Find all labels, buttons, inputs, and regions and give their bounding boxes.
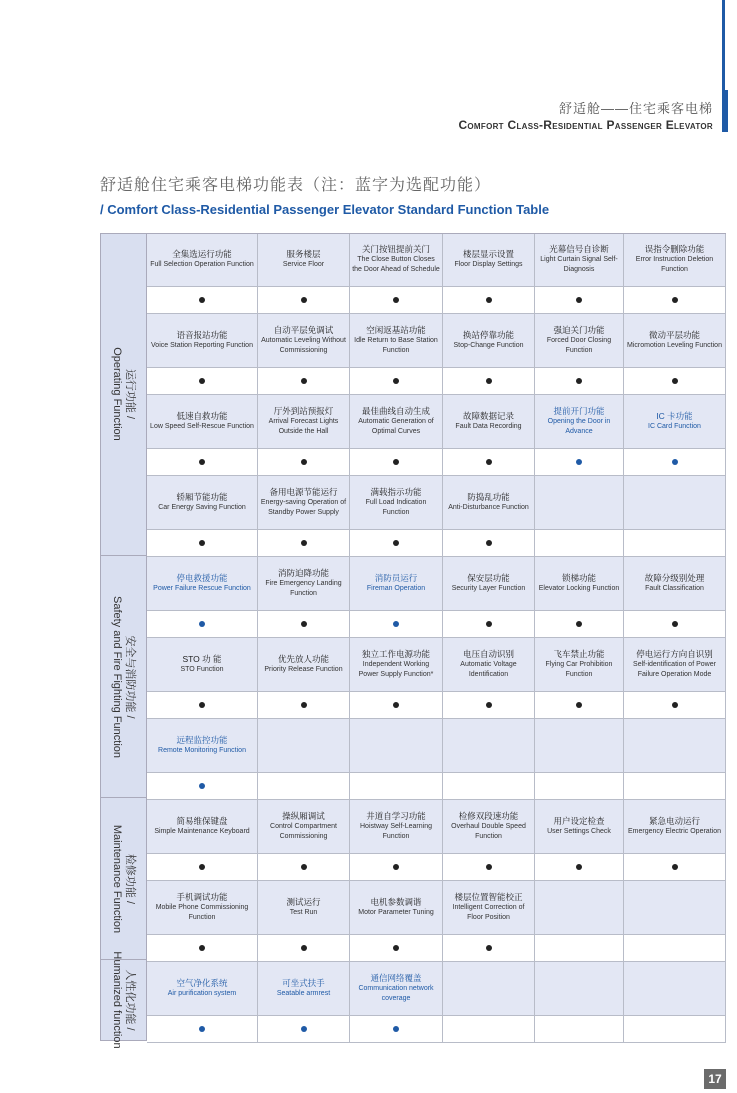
standard-dot-icon — [576, 864, 582, 870]
standard-dot-icon — [393, 702, 399, 708]
function-cell — [443, 233, 535, 287]
category-maintenance — [100, 798, 147, 960]
empty-cell — [443, 1016, 535, 1043]
standard-dot-icon — [199, 297, 205, 303]
standard-dot-icon — [199, 378, 205, 384]
function-name-cn: 测试运行 — [286, 897, 321, 907]
function-name-en: User Settings Check — [547, 828, 611, 835]
standard-dot-icon — [393, 540, 399, 546]
function-name-en: Full Selection Operation Function — [150, 261, 254, 268]
availability-cell — [350, 530, 443, 557]
standard-dot-icon — [199, 540, 205, 546]
function-cell — [258, 233, 350, 287]
function-name-en: Seatable armrest — [276, 990, 331, 997]
function-name-en: Voice Station Reporting Function — [151, 342, 253, 349]
empty-cell — [443, 773, 535, 800]
function-name-cn: 远程监控功能 — [176, 735, 228, 745]
function-cell — [147, 638, 258, 692]
empty-cell — [535, 773, 624, 800]
availability-cell — [443, 935, 535, 962]
function-name-cn: 通信网络覆盖 — [370, 973, 422, 983]
function-name-en: Low Speed Self-Rescue Function — [150, 423, 254, 430]
function-cell — [350, 395, 443, 449]
availability-cell — [350, 611, 443, 638]
function-name-cn: IC 卡功能 — [656, 411, 693, 421]
function-name-cn: 低速自救功能 — [176, 411, 228, 421]
function-name-en: Anti-Disturbance Function — [448, 504, 529, 511]
availability-cell — [147, 773, 258, 800]
function-cell — [624, 800, 726, 854]
function-cell — [350, 962, 443, 1016]
availability-cell — [443, 449, 535, 476]
availability-cell — [624, 368, 726, 395]
availability-cell — [350, 1016, 443, 1043]
function-cell — [147, 395, 258, 449]
function-name-en: Light Curtain Signal Self-Diagnosis — [540, 256, 618, 273]
availability-cell — [624, 692, 726, 719]
availability-cell — [443, 611, 535, 638]
availability-cell — [443, 368, 535, 395]
function-cell — [350, 638, 443, 692]
empty-cell — [624, 935, 726, 962]
availability-cell — [258, 287, 350, 314]
table-title-cn: 舒适舱住宅乘客电梯功能表（注：蓝字为选配功能） — [100, 177, 492, 194]
function-name-en: Self-identification of Power Failure Operation Mode — [633, 661, 716, 678]
function-name-en: Test Run — [289, 909, 318, 916]
function-cell — [350, 314, 443, 368]
function-name-cn: 自动平层免调试 — [273, 325, 334, 335]
function-cell — [443, 800, 535, 854]
function-name-en: Emergency Electric Operation — [628, 828, 721, 835]
category-label-en: Humanized function — [111, 951, 123, 1049]
empty-cell — [535, 1016, 624, 1043]
function-cell — [258, 800, 350, 854]
function-cell — [624, 314, 726, 368]
function-name-en: Security Layer Function — [451, 585, 526, 592]
function-name-cn: 手机调试功能 — [176, 892, 228, 902]
optional-dot-icon — [199, 783, 205, 789]
function-name-cn: 光幕信号自诊断 — [549, 244, 609, 254]
empty-cell — [624, 1016, 726, 1043]
function-name-en: Mobile Phone Commissioning Function — [155, 904, 249, 921]
empty-cell — [535, 962, 624, 1016]
function-name-en: Arrival Forecast Lights Outside the Hall — [268, 418, 339, 435]
function-name-cn: 换站停靠功能 — [462, 330, 514, 340]
function-name-en: Control Compartment Commissioning — [270, 823, 337, 840]
optional-dot-icon — [199, 621, 205, 627]
category-label-en: Operating Function — [111, 347, 123, 441]
function-cell — [258, 557, 350, 611]
function-name-en: Forced Door Closing Function — [546, 337, 612, 354]
category-label-cn: 人性化功能 / — [124, 969, 136, 1031]
availability-cell — [443, 854, 535, 881]
function-cell — [535, 800, 624, 854]
availability-cell — [535, 368, 624, 395]
function-name-cn: 停电救援功能 — [176, 573, 228, 583]
standard-dot-icon — [486, 945, 492, 951]
function-name-en: Overhaul Double Speed Function — [451, 823, 526, 840]
function-cell — [147, 476, 258, 530]
function-name-en: Priority Release Function — [264, 666, 343, 673]
function-name-cn: 空气净化系统 — [176, 978, 228, 988]
category-humanized — [100, 951, 147, 1049]
availability-cell — [350, 368, 443, 395]
function-name-cn: 电机参数调谐 — [370, 897, 422, 907]
function-name-en: Fire Emergency Landing Function — [265, 580, 342, 597]
category-label-cn: 检修功能 / — [124, 853, 136, 904]
function-name-cn: 楼层显示设置 — [462, 249, 514, 259]
function-name-en: Error Instruction Deletion Function — [635, 256, 714, 273]
function-cell — [350, 800, 443, 854]
function-name-cn: 故障分级别处理 — [644, 573, 705, 583]
function-name-cn: 厅外到站预报灯 — [273, 406, 334, 416]
function-cell — [147, 557, 258, 611]
standard-dot-icon — [393, 945, 399, 951]
availability-cell — [624, 287, 726, 314]
standard-dot-icon — [672, 864, 678, 870]
availability-cell — [350, 854, 443, 881]
standard-dot-icon — [393, 864, 399, 870]
function-name-en: Motor Parameter Tuning — [358, 909, 434, 916]
standard-dot-icon — [576, 297, 582, 303]
standard-dot-icon — [199, 459, 205, 465]
empty-cell — [535, 719, 624, 773]
function-cell — [350, 476, 443, 530]
function-table — [100, 233, 726, 1049]
availability-cell — [350, 935, 443, 962]
function-name-en: Idle Return to Base Station Function — [354, 337, 438, 354]
function-name-en: Full Load Indication Function — [365, 499, 427, 516]
standard-dot-icon — [486, 702, 492, 708]
optional-dot-icon — [576, 459, 582, 465]
availability-cell — [443, 692, 535, 719]
function-name-cn: 提前开门功能 — [553, 406, 605, 416]
optional-dot-icon — [199, 1026, 205, 1032]
function-name-cn: 服务楼层 — [286, 249, 321, 259]
standard-dot-icon — [199, 945, 205, 951]
empty-cell — [624, 962, 726, 1016]
availability-cell — [147, 1016, 258, 1043]
function-name-cn: 简易维保键盘 — [176, 816, 228, 826]
function-name-cn: 停电运行方向自识别 — [636, 649, 713, 659]
standard-dot-icon — [576, 621, 582, 627]
function-name-en: Independent Working Power Supply Function* — [358, 661, 434, 678]
optional-dot-icon — [393, 1026, 399, 1032]
function-cell — [350, 881, 443, 935]
function-cell — [535, 638, 624, 692]
availability-cell — [147, 935, 258, 962]
standard-dot-icon — [301, 540, 307, 546]
empty-cell — [624, 530, 726, 557]
empty-cell — [443, 719, 535, 773]
function-cell — [624, 638, 726, 692]
function-cell — [443, 557, 535, 611]
standard-dot-icon — [672, 702, 678, 708]
availability-cell — [258, 449, 350, 476]
standard-dot-icon — [486, 621, 492, 627]
function-name-en: Fault Classification — [645, 585, 704, 592]
table-title-en: / Comfort Class-Residential Passenger Elevator Standard Function Table — [100, 202, 550, 217]
standard-dot-icon — [672, 621, 678, 627]
empty-cell — [535, 476, 624, 530]
function-name-en: Intelligent Correction of Floor Position — [452, 904, 525, 921]
standard-dot-icon — [301, 702, 307, 708]
function-cell — [443, 314, 535, 368]
function-cell — [535, 314, 624, 368]
function-name-en: Fireman Operation — [366, 585, 426, 592]
function-name-cn: 楼层位置智能校正 — [454, 892, 523, 902]
standard-dot-icon — [301, 864, 307, 870]
optional-dot-icon — [393, 621, 399, 627]
standard-dot-icon — [301, 945, 307, 951]
standard-dot-icon — [393, 297, 399, 303]
function-name-en: Automatic Voltage Identification — [460, 661, 517, 678]
function-name-en: Flying Car Prohibition Function — [545, 661, 613, 678]
function-name-cn: 误指令删除功能 — [644, 244, 705, 254]
availability-cell — [258, 530, 350, 557]
function-cell — [258, 962, 350, 1016]
empty-cell — [624, 773, 726, 800]
function-name-cn: 故障数据记录 — [462, 411, 514, 421]
function-name-cn: 微动平层功能 — [648, 330, 700, 340]
availability-cell — [443, 287, 535, 314]
availability-cell — [350, 287, 443, 314]
function-name-en: Hoistway Self-Learning Function — [360, 823, 432, 840]
function-name-en: Air purification system — [167, 990, 237, 997]
standard-dot-icon — [301, 378, 307, 384]
function-cell — [258, 476, 350, 530]
empty-cell — [535, 530, 624, 557]
accent-bar-top — [722, 0, 725, 90]
function-cell — [624, 557, 726, 611]
function-name-en: Stop-Change Function — [453, 342, 524, 349]
standard-dot-icon — [301, 297, 307, 303]
function-name-cn: 最佳曲线自动生成 — [361, 406, 430, 416]
function-name-en: Simple Maintenance Keyboard — [154, 828, 250, 835]
standard-dot-icon — [301, 459, 307, 465]
function-name-cn: 满载指示功能 — [370, 487, 422, 497]
availability-cell — [535, 449, 624, 476]
empty-cell — [624, 476, 726, 530]
function-name-en: Car Energy Saving Function — [158, 504, 246, 511]
function-name-en: Opening the Door in Advance — [547, 418, 611, 435]
standard-dot-icon — [672, 297, 678, 303]
standard-dot-icon — [393, 459, 399, 465]
availability-cell — [258, 692, 350, 719]
availability-cell — [258, 368, 350, 395]
function-name-cn: 备用电源节能运行 — [269, 487, 338, 497]
function-cell — [147, 962, 258, 1016]
availability-cell — [624, 611, 726, 638]
availability-cell — [147, 611, 258, 638]
function-name-cn: 语音报站功能 — [176, 330, 228, 340]
category-operating — [100, 233, 147, 556]
function-name-cn: 锁梯功能 — [561, 573, 596, 583]
function-name-en: Remote Monitoring Function — [158, 747, 246, 754]
availability-cell — [147, 854, 258, 881]
availability-cell — [147, 287, 258, 314]
function-cell — [350, 557, 443, 611]
function-cell — [350, 233, 443, 287]
availability-cell — [624, 449, 726, 476]
function-cell — [258, 314, 350, 368]
availability-cell — [147, 449, 258, 476]
standard-dot-icon — [576, 702, 582, 708]
availability-cell — [258, 1016, 350, 1043]
function-name-en: Micromotion Leveling Function — [627, 342, 722, 349]
function-name-en: Power Failure Rescue Function — [153, 585, 251, 592]
availability-cell — [258, 854, 350, 881]
availability-cell — [535, 287, 624, 314]
function-cell — [535, 233, 624, 287]
standard-dot-icon — [486, 297, 492, 303]
empty-cell — [535, 935, 624, 962]
function-name-cn: 飞车禁止功能 — [553, 649, 605, 659]
function-cell — [147, 719, 258, 773]
function-cell — [258, 638, 350, 692]
page-number: 17 — [704, 1069, 726, 1089]
function-name-cn: 强迫关门功能 — [553, 325, 605, 335]
availability-cell — [350, 692, 443, 719]
empty-cell — [350, 773, 443, 800]
function-cell — [147, 233, 258, 287]
function-name-cn: 优先放人功能 — [277, 654, 329, 664]
empty-cell — [258, 773, 350, 800]
optional-dot-icon — [672, 459, 678, 465]
empty-cell — [535, 881, 624, 935]
function-name-cn: 操纵厢调试 — [282, 811, 325, 821]
standard-dot-icon — [199, 864, 205, 870]
accent-bar-mid — [722, 90, 728, 132]
function-name-cn: 消防员运行 — [374, 573, 418, 583]
category-label-cn: 运行功能 / — [124, 368, 136, 420]
availability-cell — [535, 692, 624, 719]
function-cell — [624, 233, 726, 287]
function-cell — [147, 881, 258, 935]
function-name-cn: 轿厢节能功能 — [176, 492, 228, 502]
category-safety — [100, 556, 147, 798]
function-name-cn: 防捣乱功能 — [467, 492, 510, 502]
function-name-en: IC Card Function — [648, 423, 701, 430]
empty-cell — [624, 881, 726, 935]
function-name-en: Service Floor — [282, 261, 325, 268]
standard-dot-icon — [199, 702, 205, 708]
standard-dot-icon — [301, 621, 307, 627]
availability-cell — [147, 368, 258, 395]
standard-dot-icon — [393, 378, 399, 384]
function-cell — [258, 881, 350, 935]
function-cell — [443, 638, 535, 692]
function-cell — [535, 557, 624, 611]
header-title-cn: 舒适舱——住宅乘客电梯 — [558, 101, 713, 116]
standard-dot-icon — [486, 540, 492, 546]
function-name-cn: STO 功 能 — [182, 654, 222, 664]
availability-cell — [443, 530, 535, 557]
availability-cell — [258, 935, 350, 962]
availability-cell — [147, 530, 258, 557]
function-name-cn: 紧急电动运行 — [648, 816, 700, 826]
function-name-en: Automatic Generation of Optimal Curves — [358, 418, 434, 435]
function-cell — [624, 395, 726, 449]
availability-cell — [350, 449, 443, 476]
optional-dot-icon — [301, 1026, 307, 1032]
category-label-cn: 安全与消防功能 / — [124, 634, 136, 719]
availability-cell — [147, 692, 258, 719]
standard-dot-icon — [576, 378, 582, 384]
function-name-cn: 消防迫降功能 — [277, 568, 329, 578]
function-cell — [443, 395, 535, 449]
function-name-en: Energy-saving Operation of Standby Power Supply — [260, 499, 347, 516]
function-cell — [443, 881, 535, 935]
function-name-en: Fault Data Recording — [455, 423, 522, 430]
function-cell — [147, 800, 258, 854]
function-name-cn: 可坐式扶手 — [282, 978, 325, 988]
function-name-en: Communication network coverage — [358, 985, 434, 1002]
function-name-cn: 空闲返基站功能 — [366, 325, 426, 335]
availability-cell — [535, 611, 624, 638]
empty-cell — [443, 962, 535, 1016]
standard-dot-icon — [672, 378, 678, 384]
function-name-en: The Close Button Closes the Door Ahead of Schedule — [352, 256, 440, 273]
function-name-cn: 用户设定检查 — [553, 816, 605, 826]
function-cell — [258, 395, 350, 449]
function-cell — [443, 476, 535, 530]
empty-cell — [258, 719, 350, 773]
empty-cell — [350, 719, 443, 773]
function-name-cn: 独立工作电源功能 — [361, 649, 430, 659]
standard-dot-icon — [486, 459, 492, 465]
function-name-en: STO Function — [180, 666, 224, 673]
availability-cell — [535, 854, 624, 881]
function-cell — [535, 395, 624, 449]
empty-cell — [624, 719, 726, 773]
function-name-en: Floor Display Settings — [454, 261, 523, 268]
availability-cell — [258, 611, 350, 638]
function-name-cn: 检修双段速功能 — [458, 811, 519, 821]
function-name-cn: 全集选运行功能 — [172, 249, 232, 259]
standard-dot-icon — [486, 378, 492, 384]
header-title-en: Comfort Class-Residential Passenger Elevator — [458, 118, 713, 132]
availability-cell — [624, 854, 726, 881]
function-name-en: Automatic Leveling Without Commissioning — [261, 337, 346, 354]
category-label-en: Maintenance Function — [111, 824, 123, 933]
function-name-cn: 保安层功能 — [467, 573, 510, 583]
function-name-cn: 电压自动识别 — [462, 649, 514, 659]
function-name-en: Elevator Locking Function — [538, 585, 620, 592]
function-name-cn: 井道自学习功能 — [366, 811, 426, 821]
function-cell — [147, 314, 258, 368]
standard-dot-icon — [486, 864, 492, 870]
function-name-cn: 关门按钮提前关门 — [361, 244, 430, 254]
category-label-en: Safety and Fire Fighting Function — [111, 595, 123, 758]
